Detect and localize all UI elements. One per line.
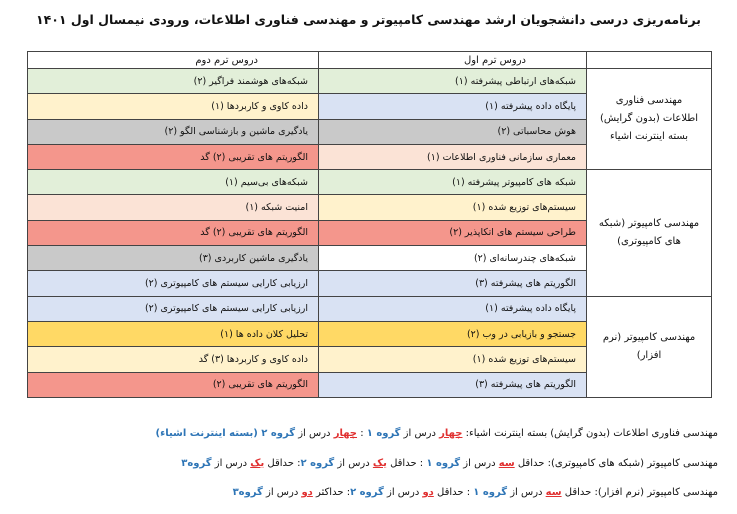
note-software: مهندسی کامپیوتر (نرم افزار): حداقل سه درس از گروه ۱ : حداقل دو درس از گروه ۲: حداکثر دو درس از گروه۳ — [232, 487, 718, 498]
term1-course: سیستم‌های توزیع شده (۱) — [319, 195, 587, 220]
term2-course: داده کاوی و کاربردها (۳) گد — [28, 347, 319, 372]
page-title: برنامه‌ریزی درسی دانشجویان ارشد مهندسی کامپیوتر و مهندسی فناوری اطلاعات، ورودی نیمسال اول ۱۴۰۱ — [36, 12, 701, 27]
term2-course: امنیت شبکه (۱) — [28, 195, 319, 220]
term2-course: یادگیری ماشین کاربردی (۳) — [28, 246, 319, 271]
schedule-table — [27, 51, 712, 398]
table-row — [28, 69, 712, 94]
table-row — [28, 170, 712, 195]
term1-course: معماری سازمانی فناوری اطلاعات (۱) — [319, 144, 587, 169]
term2-course: الگوریتم های تقریبی (۲) گد — [28, 220, 319, 245]
term1-course: سیستم‌های توزیع شده (۱) — [319, 347, 587, 372]
term1-course: جستجو و بازیابی در وب (۲) — [319, 321, 587, 346]
header-row — [28, 52, 712, 69]
term1-course: طراحی سیستم های اتکاپذیر (۲) — [319, 220, 587, 245]
note-it: مهندسی فناوری اطلاعات (بدون گرایش) بسته اینترنت اشیاء: چهار درس از گروه ۱ : چهار درس از گروه ۲ (بسته اینترنت اشیاء) — [155, 428, 718, 439]
term1-course: پایگاه داده پیشرفته (۱) — [319, 296, 587, 321]
term2-course: ارزیابی کارایی سیستم های کامپیوتری (۲) — [28, 271, 319, 296]
term2-course: یادگیری ماشین و بازشناسی الگو (۲) — [28, 119, 319, 144]
term1-course: شبکه های کامپیوتر پیشرفته (۱) — [319, 170, 587, 195]
header-term1: دروس ترم اول — [319, 52, 587, 69]
table-row — [28, 296, 712, 321]
term1-course: پایگاه داده پیشرفته (۱) — [319, 94, 587, 119]
term2-course: داده کاوی و کاربردها (۱) — [28, 94, 319, 119]
term2-course: شبکه‌های بی‌سیم (۱) — [28, 170, 319, 195]
term1-course: شبکه‌های ارتباطی پیشرفته (۱) — [319, 69, 587, 94]
term2-course: الگوریتم های تقریبی (۲) — [28, 372, 319, 397]
note-network: مهندسی کامپیوتر (شبکه های کامپیوتری): حداقل سه درس از گروه ۱ : حداقل یک درس از گروه ۲: حداقل یک درس از گروه۳ — [181, 458, 718, 469]
header-term2: دروس ترم دوم — [28, 52, 319, 69]
group-label: مهندسی کامپیوتر (شبکه های کامپیوتری) — [587, 170, 712, 296]
header-group-cell — [587, 52, 712, 69]
term2-course: شبکه‌های هوشمند فراگیر (۲) — [28, 69, 319, 94]
group-label: مهندسی فناوری اطلاعات (بدون گرایش) بسته اینترنت اشیاء — [587, 69, 712, 170]
term1-course: الگوریتم های پیشرفته (۳) — [319, 271, 587, 296]
group-label: مهندسی کامپیوتر (نرم افزار) — [587, 296, 712, 397]
term2-course: الگوریتم های تقریبی (۲) گد — [28, 144, 319, 169]
term1-course: شبکه‌های چندرسانه‌ای (۲) — [319, 246, 587, 271]
term1-course: هوش محاسباتی (۲) — [319, 119, 587, 144]
term2-course: تحلیل کلان داده ها (۱) — [28, 321, 319, 346]
term2-course: ارزیابی کارایی سیستم های کامپیوتری (۲) — [28, 296, 319, 321]
term1-course: الگوریتم های پیشرفته (۳) — [319, 372, 587, 397]
